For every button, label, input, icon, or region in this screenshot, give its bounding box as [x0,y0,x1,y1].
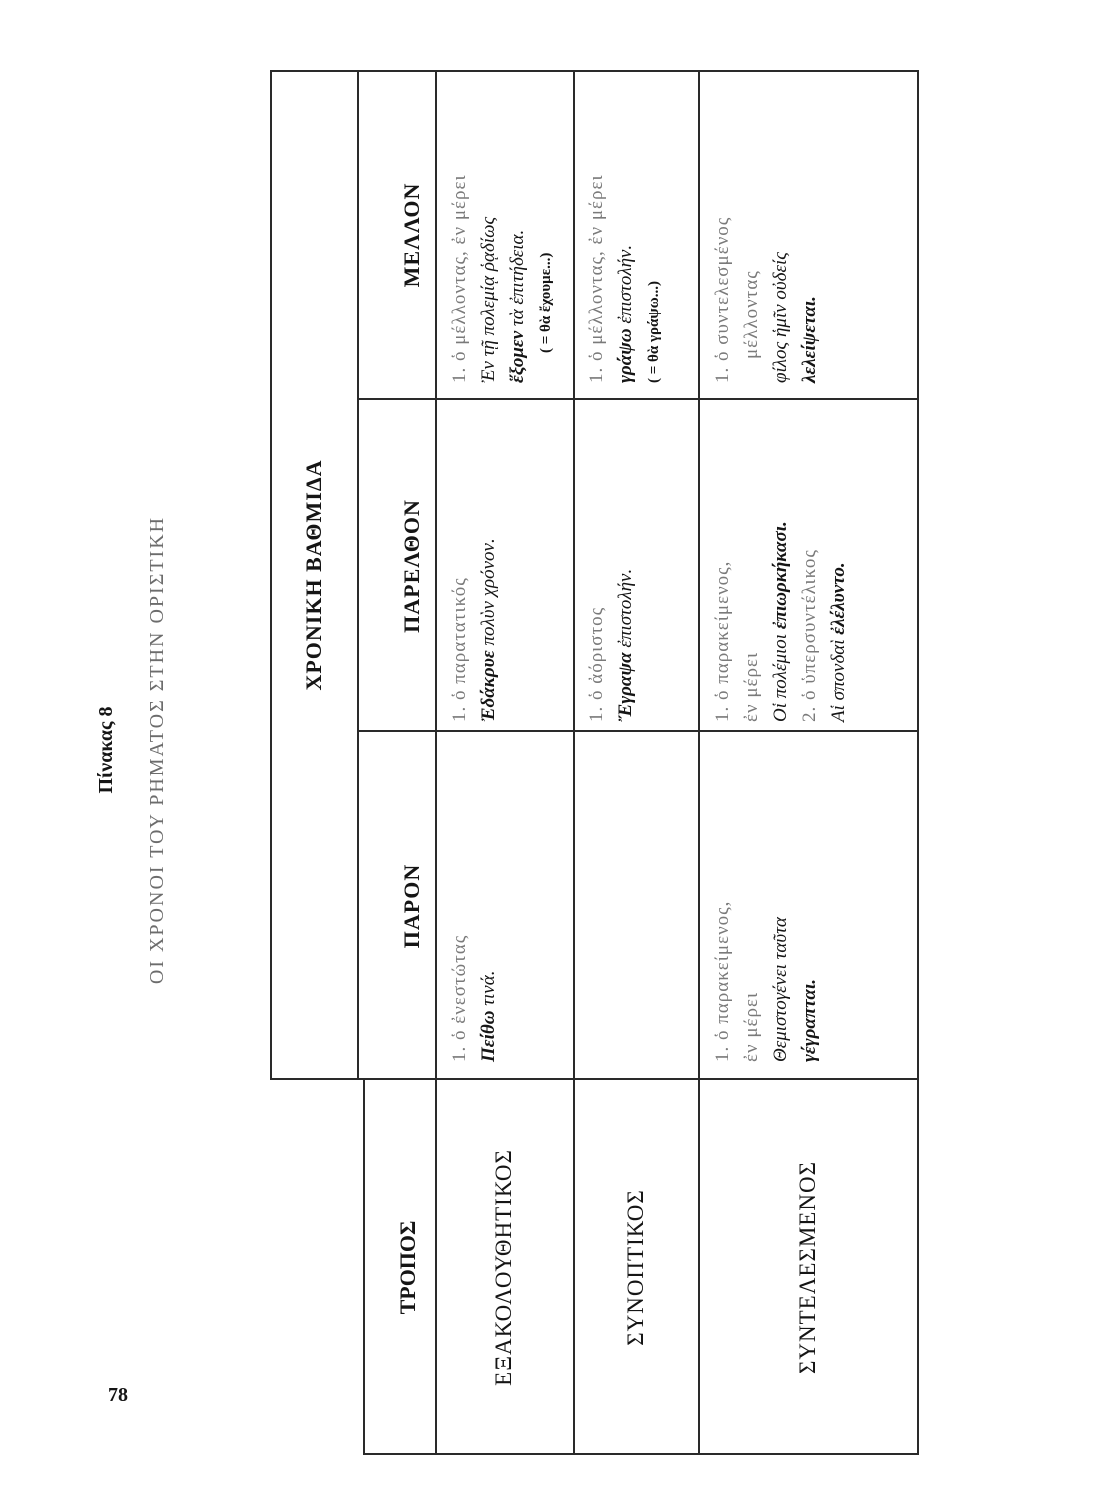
column-divider-2 [357,398,919,400]
column-header-past: ΠΑΡΕΛΘΟΝ [399,499,424,633]
cell-perfect-past: 1. ὁ παρακείμενος, ἐν μέρει Οἱ πολέμιοι ἐπιωρκήκασι. 2. ὁ ὑπερσυντέλικος Αἱ σπονδαὶ ἐλέλυντο. [712,521,849,722]
mode-header: ΤΡΟΠΟΣ [395,1220,420,1315]
cell-aorist-future: 1. ὁ μέλλοντας, ἐν μέρει γράψω ἐπιστολήν. ( = θὰ γράψω...) [586,174,662,383]
page-number: 78 [108,1384,128,1406]
mode-perfect: ΣΥΝΤΕΛΕΣΜΕΝΟΣ [794,1161,820,1374]
column-divider-1 [357,730,919,732]
table-border-bottom [917,70,919,1455]
table-title: ΟΙ ΧΡΟΝΟΙ ΤΟΥ ΡΗΜΑΤΟΣ ΣΤΗΝ ΟΡΙΣΤΙΚΗ [146,515,168,985]
column-header-future: ΜΕΛΛΟΝ [399,182,424,288]
cell-perfect-future: 1. ὁ συντελεσμένος μέλλοντας φίλος ἡμῖν οὐδείς λελείψεται. [712,216,820,383]
group-header: ΧΡΟΝΙΚΗ ΒΑΘΜΙΔΑ [300,459,326,691]
cell-continuous-past: 1. ὁ παρατατικός Ἐδάκρυε πολὺν χρόνον. [449,538,499,722]
column-header-present: ΠΑΡΟΝ [399,863,424,949]
table-heading: Πίνακας 8 [95,706,117,794]
cell-continuous-present: 1. ὁ ἐνεστώτας Πείθω τινά. [449,934,499,1062]
mode-continuous: ΕΞΑΚΟΛΟΥΘΗΤΙΚΟΣ [491,1149,516,1386]
cell-perfect-present: 1. ὁ παρακείμενος, ἐν μέρει Θεμιστογένει ταῦτα γέγραπται. [712,900,820,1062]
cell-continuous-future: 1. ὁ μέλλοντας, ἐν μέρει Ἐν τῇ πολεμίᾳ ῥᾳδίως ἕξομεν τὰ ἐπιτήδεια. ( = θὰ ἔχουμε...) [449,174,554,383]
cell-aorist-past: 1. ὁ ἀόριστος Ἔγραψα ἐπιστολήν. [586,568,636,722]
mode-aorist: ΣΥΝΟΠΤΙΚΟΣ [622,1189,648,1346]
rotated-table-page [95,45,925,1455]
